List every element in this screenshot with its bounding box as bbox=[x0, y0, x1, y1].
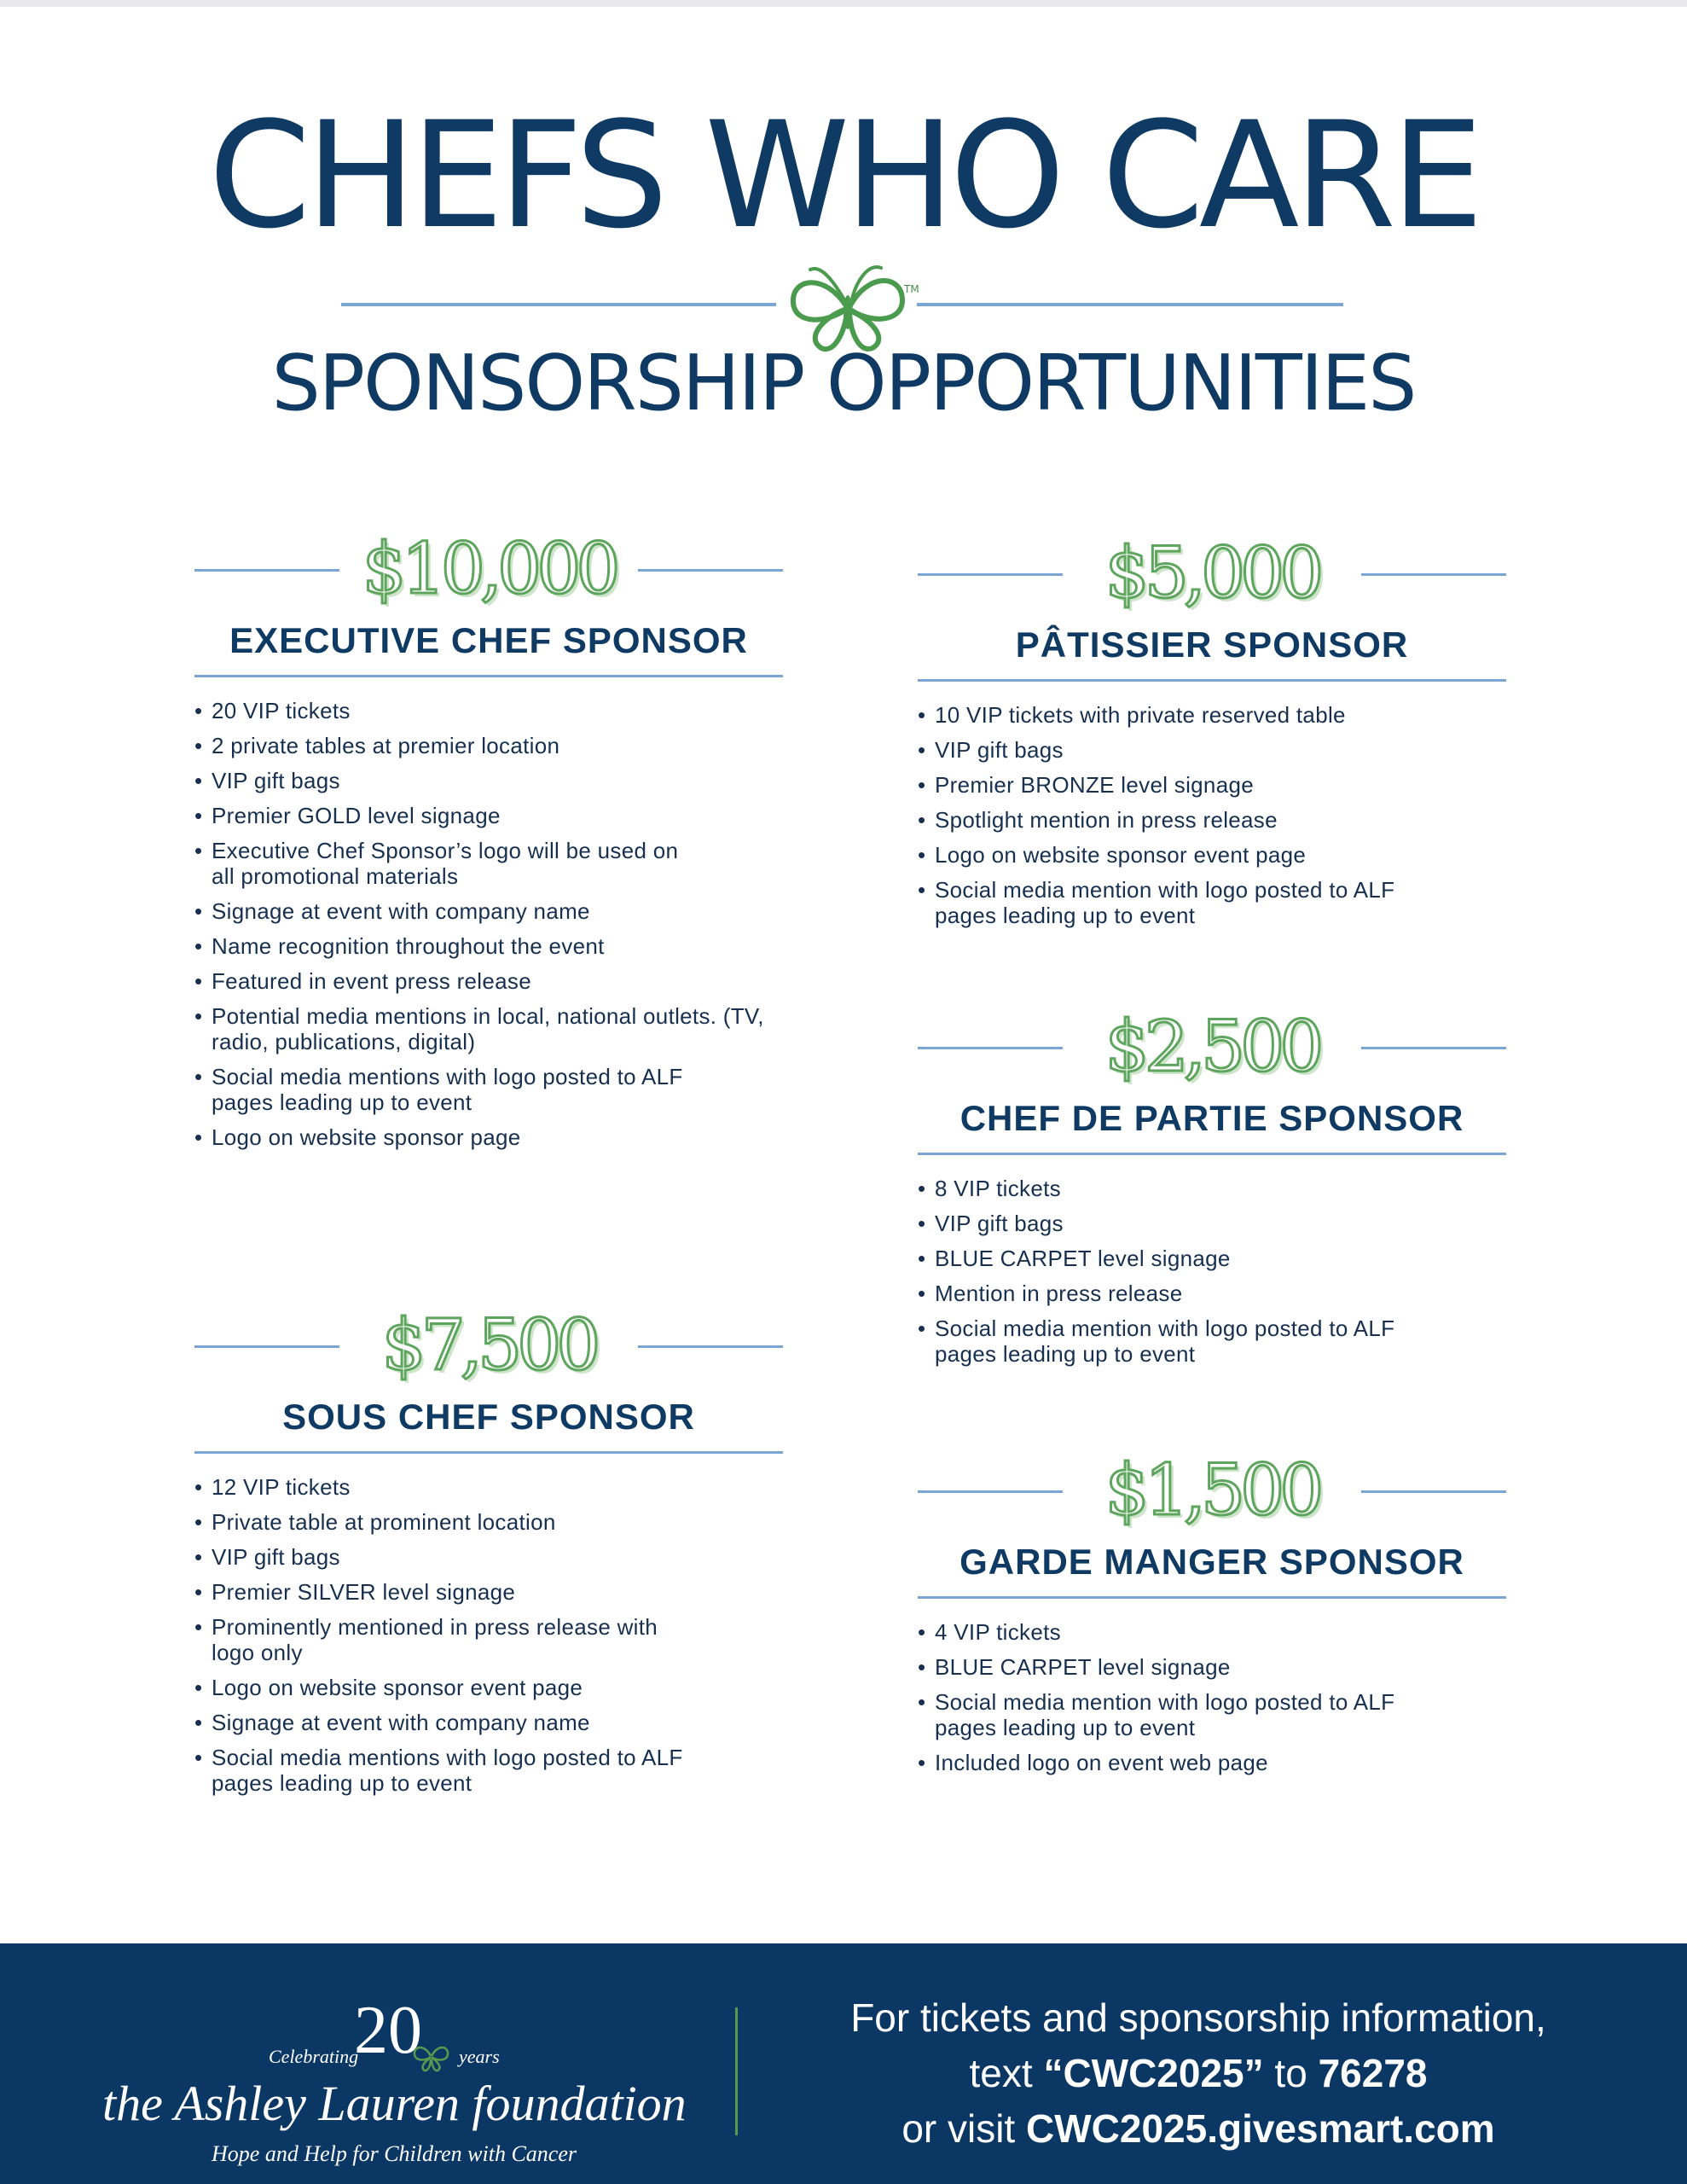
logo-name-suffix: foundation bbox=[472, 2076, 687, 2131]
tier-price: $2,500 bbox=[1104, 1007, 1319, 1088]
benefit-item: • VIP gift bags bbox=[194, 768, 783, 793]
benefit-item: • Logo on website sponsor event page bbox=[918, 842, 1506, 868]
tier-price-row bbox=[194, 1305, 783, 1386]
benefit-item: • Featured in event press release bbox=[194, 968, 783, 994]
benefit-item: • Premier GOLD level signage bbox=[194, 803, 783, 828]
benefit-list bbox=[918, 1619, 1506, 1775]
tier-patissier bbox=[918, 533, 1506, 938]
footer-banner bbox=[0, 1943, 1687, 2184]
benefit-item: • 10 VIP tickets with private reserved table bbox=[918, 702, 1506, 728]
tier-underline bbox=[918, 1153, 1506, 1155]
tier-price: $10,000 bbox=[362, 529, 616, 610]
benefit-item: • Social media mentions with logo posted to ALF pages leading up to event bbox=[194, 1064, 706, 1115]
benefit-item: • Premier BRONZE level signage bbox=[918, 772, 1506, 798]
tier-executive-chef bbox=[194, 529, 783, 1159]
tier-price-row bbox=[918, 1007, 1506, 1088]
tier-sous-chef bbox=[194, 1305, 783, 1805]
price-rule-right bbox=[1361, 573, 1506, 576]
cta-code: “CWC2025” bbox=[1043, 2051, 1264, 2095]
benefit-item: • 4 VIP tickets bbox=[918, 1619, 1506, 1645]
benefit-item: • VIP gift bags bbox=[918, 737, 1506, 763]
benefit-item: • Social media mention with logo posted to ALF pages leading up to event bbox=[918, 1316, 1429, 1367]
cta-line-2 bbox=[751, 2046, 1646, 2101]
price-rule-right bbox=[638, 569, 783, 572]
page-title: CHEFS WHO CARE bbox=[208, 90, 1479, 261]
cta-text-prefix: text bbox=[969, 2051, 1033, 2095]
foundation-logo bbox=[94, 1993, 691, 2167]
divider-rule-left bbox=[341, 303, 776, 306]
price-rule-right bbox=[1361, 1490, 1506, 1493]
footer-cta bbox=[751, 1990, 1646, 2157]
divider-rule-right bbox=[917, 303, 1343, 306]
tier-price: $5,000 bbox=[1104, 533, 1319, 614]
benefit-item: • Signage at event with company name bbox=[194, 898, 783, 924]
benefit-item: • Included logo on event web page bbox=[918, 1750, 1506, 1775]
logo-tagline: Hope and Help for Children with Cancer bbox=[212, 2141, 577, 2166]
tier-garde-manger bbox=[918, 1450, 1506, 1785]
benefit-list bbox=[918, 1176, 1506, 1367]
benefit-item: • Private table at prominent location bbox=[194, 1509, 783, 1535]
footer-divider bbox=[735, 2007, 738, 2135]
benefit-list bbox=[194, 1474, 783, 1796]
benefit-item: • Spotlight mention in press release bbox=[918, 807, 1506, 833]
benefit-item: • 12 VIP tickets bbox=[194, 1474, 783, 1500]
cta-number: 76278 bbox=[1318, 2051, 1428, 2095]
cta-line-3 bbox=[751, 2101, 1646, 2157]
benefit-item: • Logo on website sponsor page bbox=[194, 1124, 783, 1150]
benefit-item: • 2 private tables at premier location bbox=[194, 733, 783, 758]
benefit-item: • Mention in press release bbox=[918, 1281, 1506, 1306]
benefit-item: • Social media mention with logo posted to ALF pages leading up to event bbox=[918, 1689, 1429, 1740]
benefit-item: • BLUE CARPET level signage bbox=[918, 1246, 1506, 1271]
tier-underline bbox=[194, 1451, 783, 1454]
tier-name: PÂTISSIER SPONSOR bbox=[1015, 624, 1409, 665]
logo-foundation-name bbox=[102, 2075, 687, 2132]
logo-name-prefix: the Ashley Lauren bbox=[102, 2076, 460, 2131]
logo-years: years bbox=[459, 2046, 500, 2067]
tier-chef-de-partie bbox=[918, 1007, 1506, 1376]
top-edge-line bbox=[0, 0, 1687, 7]
tier-price: $1,500 bbox=[1104, 1450, 1319, 1531]
benefit-item: • 8 VIP tickets bbox=[918, 1176, 1506, 1201]
tier-price-row bbox=[918, 1450, 1506, 1531]
benefit-item: • Executive Chef Sponsor’s logo will be used on all promotional materials bbox=[194, 838, 706, 889]
cta-visit-prefix: or visit bbox=[901, 2106, 1016, 2151]
tier-underline bbox=[918, 1596, 1506, 1599]
tier-underline bbox=[918, 679, 1506, 682]
tier-name: EXECUTIVE CHEF SPONSOR bbox=[229, 620, 748, 660]
benefit-item: • Premier SILVER level signage bbox=[194, 1579, 783, 1605]
tier-price: $7,500 bbox=[381, 1305, 596, 1386]
benefit-item: • VIP gift bags bbox=[918, 1211, 1506, 1236]
benefit-item: • Prominently mentioned in press release with logo only bbox=[194, 1614, 689, 1665]
benefit-list bbox=[194, 698, 783, 1150]
price-rule-right bbox=[638, 1345, 783, 1348]
price-rule-right bbox=[1361, 1047, 1506, 1049]
mini-butterfly-icon bbox=[409, 2039, 452, 2073]
cta-line-1: For tickets and sponsorship information, bbox=[850, 1995, 1546, 2040]
tier-price-row bbox=[918, 533, 1506, 614]
tier-name: CHEF DE PARTIE SPONSOR bbox=[959, 1098, 1464, 1138]
benefit-item: • Name recognition throughout the event bbox=[194, 933, 783, 959]
cta-url-link[interactable]: CWC2025.givesmart.com bbox=[1026, 2106, 1495, 2151]
benefit-item: • Social media mentions with logo posted to ALF pages leading up to event bbox=[194, 1745, 706, 1796]
benefit-list bbox=[918, 702, 1506, 928]
cta-text-mid: to bbox=[1274, 2051, 1307, 2095]
tier-name: SOUS CHEF SPONSOR bbox=[282, 1397, 695, 1437]
benefit-item: • Potential media mentions in local, national outlets. (TV, radio, publications, digital) bbox=[194, 1003, 783, 1054]
trademark-mark: TM bbox=[904, 283, 919, 295]
tier-underline bbox=[194, 675, 783, 677]
logo-twenty: 20 bbox=[354, 1993, 422, 2068]
benefit-item: • VIP gift bags bbox=[194, 1544, 783, 1570]
benefit-item: • Social media mention with logo posted to ALF pages leading up to event bbox=[918, 877, 1429, 928]
benefit-item: • BLUE CARPET level signage bbox=[918, 1654, 1506, 1680]
tier-name: GARDE MANGER SPONSOR bbox=[959, 1542, 1464, 1582]
benefit-item: • Logo on website sponsor event page bbox=[194, 1675, 783, 1700]
benefit-item: • 20 VIP tickets bbox=[194, 698, 783, 723]
tier-price-row bbox=[194, 529, 783, 610]
page-subtitle: SPONSORSHIP OPPORTUNITIES bbox=[271, 339, 1416, 428]
benefit-item: • Signage at event with company name bbox=[194, 1710, 783, 1735]
logo-celebrating: Celebrating bbox=[269, 2046, 359, 2067]
